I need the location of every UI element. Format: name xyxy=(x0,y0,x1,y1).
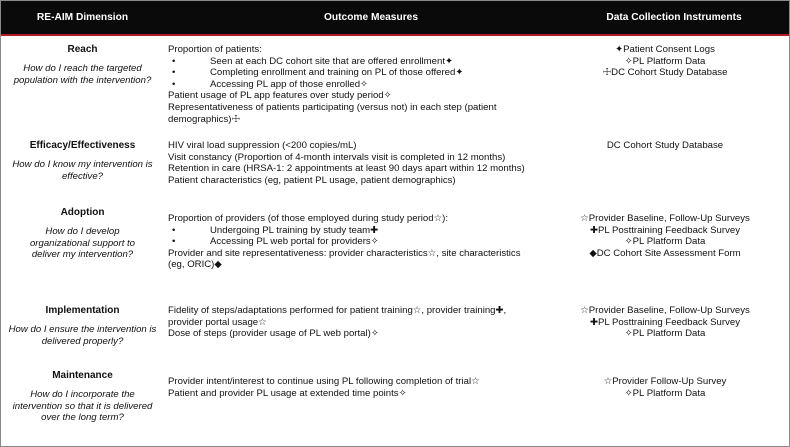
measure-bullet: • Completing enrollment and training on PL of those offered✦ xyxy=(172,67,464,79)
instrument: ✧PL Platform Data xyxy=(624,55,706,67)
dimension-question: How do I know my intervention is effective? xyxy=(12,159,153,182)
measure-line: Representativeness of patients participating (versus not) in each step (patient demographics)☩ xyxy=(168,101,497,125)
dimension-question: How do I develop organizational support to deliver my intervention? xyxy=(29,226,136,261)
instrument: ◆DC Cohort Site Assessment Form xyxy=(589,247,741,259)
measure-bullet: • Accessing PL web portal for providers✧ xyxy=(172,236,379,248)
dimension-name: Maintenance xyxy=(52,370,113,381)
instrument: ✧PL Platform Data xyxy=(624,387,706,399)
dimension-name: Reach xyxy=(67,44,98,55)
measure-bullet: • Accessing PL app of those enrolled✧ xyxy=(172,78,369,90)
measure-line: Visit constancy (Proportion of 4-month intervals visit is completed in 12 months) xyxy=(168,151,506,163)
dimension-cell xyxy=(1,370,164,424)
instrument: ☆Provider Follow-Up Survey xyxy=(603,376,727,387)
measures-cell xyxy=(168,140,560,186)
measures-cell xyxy=(168,213,560,271)
dimension-question: How do I incorporate the intervention so that it is delivered over the long term? xyxy=(12,389,153,424)
measure-line: Proportion of providers (of those employed during study period☆): xyxy=(168,213,449,224)
measures-cell xyxy=(168,376,560,399)
instrument: ✧PL Platform Data xyxy=(624,328,706,340)
instrument: ✚PL Posttraining Feedback Survey xyxy=(589,316,741,328)
dimension-cell xyxy=(1,305,164,347)
dimension-cell xyxy=(1,207,164,261)
dimension-name: Implementation xyxy=(45,305,120,316)
dimension-question: How do I ensure the intervention is delivered properly? xyxy=(8,324,157,347)
dimension-name: Adoption xyxy=(60,207,105,218)
dimension-cell xyxy=(1,140,164,182)
instrument: ☆Provider Baseline, Follow-Up Surveys xyxy=(580,305,750,316)
instrument: ☆Provider Baseline, Follow-Up Surveys xyxy=(580,213,750,224)
measure-line: Patient characteristics (eg, patient PL usage, patient demographics) xyxy=(168,174,456,186)
measure-line: Dose of steps (provider usage of PL web portal)✧ xyxy=(168,328,379,340)
measure-bullet: • Seen at each DC cohort site that are offered enrollment✦ xyxy=(172,55,454,67)
measure-line: Proportion of patients: xyxy=(168,44,262,55)
header-dimension: RE-AIM Dimension xyxy=(36,12,129,23)
instrument: ✚PL Posttraining Feedback Survey xyxy=(589,224,741,236)
instruments-cell xyxy=(561,213,769,259)
measure-line: Fidelity of steps/adaptations performed for patient training☆, provider training✚, provider portal usage☆ xyxy=(168,305,507,328)
dimension-cell xyxy=(1,44,164,86)
instrument: ✦Patient Consent Logs xyxy=(615,44,715,55)
dimension-question: How do I reach the targeted population with the intervention? xyxy=(13,63,152,86)
instrument: ✧PL Platform Data xyxy=(624,236,706,248)
instruments-cell xyxy=(561,305,769,340)
measure-line: Provider and site representativeness: provider characteristics☆, site characteristics (eg, ORIC)◆ xyxy=(168,247,521,271)
measure-bullet: • Undergoing PL training by study team✚ xyxy=(172,224,379,236)
measure-line: Retention in care (HRSA-1: 2 appointments at least 90 days apart within 12 months) xyxy=(168,163,525,175)
table-header xyxy=(1,1,789,36)
dimension-name: Efficacy/Effectiveness xyxy=(29,140,136,151)
measures-cell xyxy=(168,305,560,340)
header-measures: Outcome Measures xyxy=(324,12,418,23)
measure-line: Patient and provider PL usage at extended time points✧ xyxy=(168,387,407,399)
instruments-cell xyxy=(561,44,769,79)
instruments-cell xyxy=(561,140,769,152)
instruments-cell xyxy=(561,376,769,399)
header-instruments: Data Collection Instruments xyxy=(606,12,742,23)
measure-line: Patient usage of PL app features over study period✧ xyxy=(168,90,392,102)
measure-line: Provider intent/interest to continue using PL following completion of trial☆ xyxy=(168,376,480,387)
measure-line: HIV viral load suppression (<200 copies/mL) xyxy=(168,140,357,151)
instrument: DC Cohort Study Database xyxy=(606,140,724,151)
instrument: ☩DC Cohort Study Database xyxy=(602,67,728,79)
measures-cell xyxy=(168,44,560,125)
